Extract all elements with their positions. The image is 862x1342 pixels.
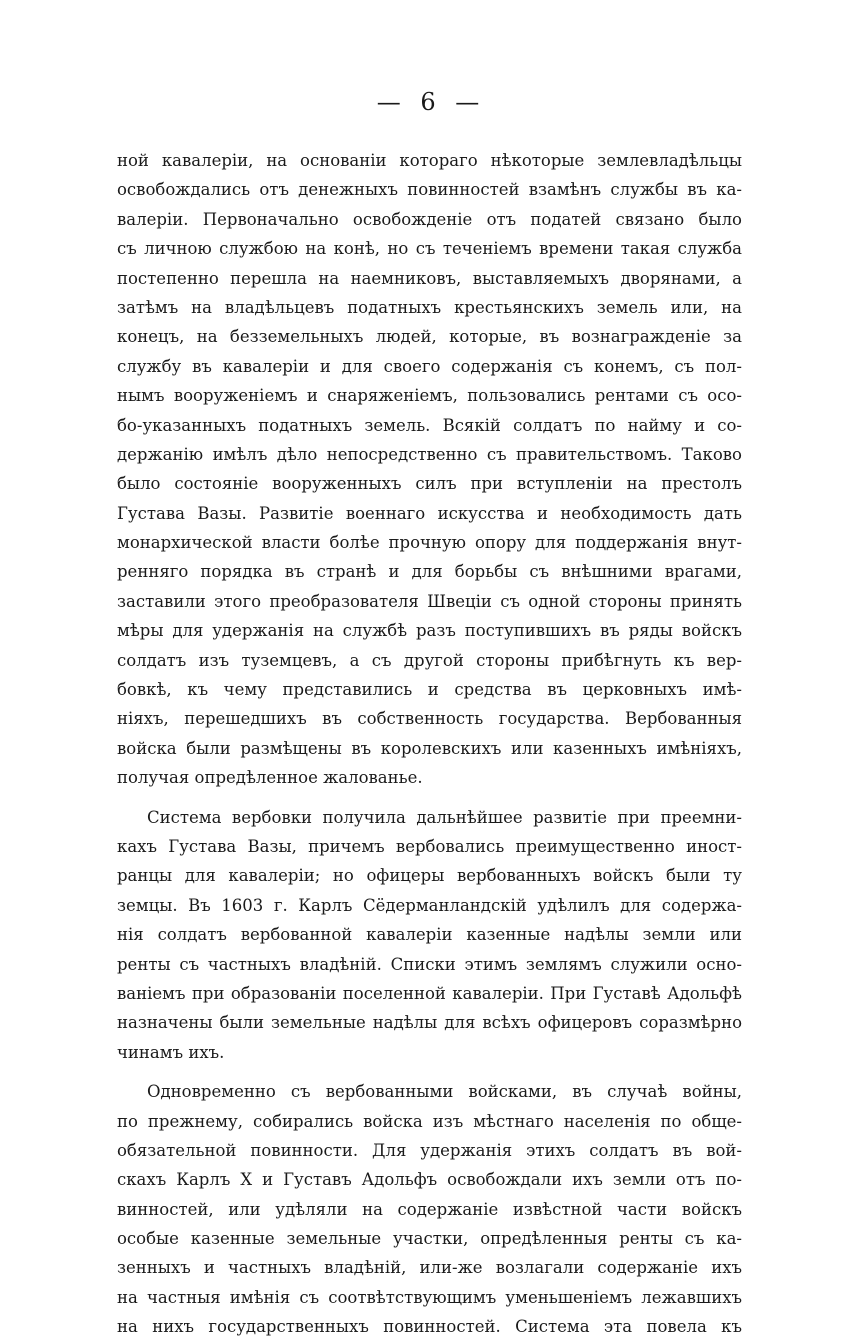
text-line: постепенно перешла на наемниковъ, выставляемыхъ дворянами, а (117, 268, 742, 288)
text-line: службу въ кавалеріи и для своего содержанія съ конемъ, съ пол- (117, 356, 742, 376)
text-line: бовкѣ, къ чему представились и средства въ церковныхъ имѣ- (117, 680, 742, 700)
text-line: Густава Вазы. Развитіе военнаго искусства и необходимость дать (117, 503, 742, 523)
paragraph (117, 1077, 742, 1342)
text-line: бо-указанныхъ податныхъ земель. Всякій солдатъ по найму и со- (117, 415, 742, 435)
body-text (117, 146, 742, 1342)
text-line: ренняго порядка въ странѣ и для борьбы съ внѣшними врагами, (117, 562, 742, 582)
text-line: монархической власти болѣе прочную опору для поддержанія внут- (117, 533, 742, 553)
text-line: валеріи. Первоначально освобожденіе отъ податей связано было (117, 209, 742, 229)
text-line: особые казенные земельные участки, опредѣленныя ренты съ ка- (117, 1229, 742, 1249)
text-line: войска были размѣщены въ королевскихъ или казенныхъ имѣніяхъ, (117, 738, 742, 758)
text-line: на нихъ государственныхъ повинностей. Система эта повела къ (117, 1317, 742, 1337)
text-line: на частныя имѣнія съ соотвѣтствующимъ уменьшеніемъ лежавшихъ (117, 1287, 742, 1307)
paragraph (117, 146, 742, 793)
text-line: ранцы для кавалеріи; но офицеры вербованныхъ войскъ были ту (117, 866, 742, 886)
text-line: съ личною службою на конѣ, но съ теченіемъ времени такая служба (117, 239, 742, 259)
text-line: мѣры для удержанія на службѣ разъ поступившихъ въ ряды войскъ (117, 621, 742, 641)
text-line: нія солдатъ вербованной кавалеріи казенные надѣлы земли или (117, 925, 742, 945)
text-line: назначены были земельные надѣлы для всѣхъ офицеровъ соразмѣрно (117, 1013, 742, 1033)
page-number: — 6 — (376, 88, 486, 116)
text-line: земцы. Въ 1603 г. Карлъ Сёдерманландскій удѣлилъ для содержа- (117, 895, 742, 915)
text-line: было состояніе вооруженныхъ силъ при вступленіи на престолъ (117, 474, 742, 494)
text-line: ренты съ частныхъ владѣній. Списки этимъ землямъ служили осно- (117, 954, 742, 974)
text-line: по прежнему, собирались войска изъ мѣстнаго населенія по обще- (117, 1111, 742, 1131)
text-line: получая опредѣленное жалованье. (117, 768, 423, 788)
paragraph (117, 803, 742, 1068)
text-line: ной кавалеріи, на основаніи котораго нѣкоторые землевладѣльцы (117, 151, 742, 170)
text-line: держанію имѣлъ дѣло непосредственно съ правительствомъ. Таково (117, 444, 742, 464)
text-line: Одновременно съ вербованными войсками, въ случаѣ войны, (147, 1082, 742, 1102)
text-line: кахъ Густава Вазы, причемъ вербовались преимущественно иност- (117, 836, 742, 856)
text-line: обязательной повинности. Для удержанія этихъ солдатъ въ вой- (117, 1140, 742, 1160)
text-line: освобождались отъ денежныхъ повинностей взамѣнъ службы въ ка- (117, 180, 742, 200)
text-line: ніяхъ, перешедшихъ въ собственность государства. Вербованныя (117, 709, 742, 729)
text-line: затѣмъ на владѣльцевъ податныхъ крестьянскихъ земель или, на (117, 297, 742, 317)
text-line: конецъ, на безземельныхъ людей, которые, въ вознагражденіе за (117, 327, 742, 347)
text-line: зенныхъ и частныхъ владѣній, или-же возлагали содержаніе ихъ (117, 1258, 742, 1278)
text-line: ваніемъ при образованіи поселенной кавалеріи. При Густавѣ Адольфѣ (117, 983, 742, 1003)
text-line: чинамъ ихъ. (117, 1042, 225, 1062)
text-line: нымъ вооруженіемъ и снаряженіемъ, пользовались рентами съ осо- (117, 386, 742, 406)
text-line: Система вербовки получила дальнѣйшее развитіе при преемни- (147, 807, 742, 827)
text-line: винностей, или удѣляли на содержаніе извѣстной части войскъ (117, 1199, 742, 1219)
text-line: заставили этого преобразователя Швеціи съ одной стороны принять (117, 591, 742, 611)
text-line: скахъ Карлъ X и Густавъ Адольфъ освобождали ихъ земли отъ по- (117, 1170, 742, 1190)
text-line: солдатъ изъ туземцевъ, а съ другой стороны прибѣгнуть къ вер- (117, 650, 742, 670)
